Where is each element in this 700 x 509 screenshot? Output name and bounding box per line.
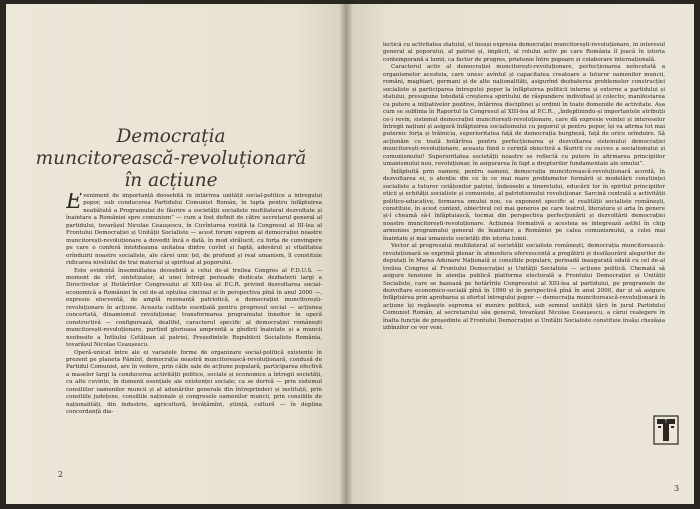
paragraph-text: veniment de importanță deosebită în întărirea unității social-politice a întregului popor, sub conducerea Partidului Comunist Român, în lupta pentru înfăptuirea neabătută a Programului de făurire a societății socialiste multilateral dezvoltate și înaintare a României spre comunism” — cum a fost definit de către secretarul general al partidului, tovarășul Nicolae Ceaușescu, în Cuvîntarea rostită la Congresul al III-lea al Frontului Democrației și Unității Socialiste — acest forum suprem al democrației noastre muncitorești-revoluționare a dovedit încă o dată, în mod strălucit, cu forța de convingere pe care o conferă întotdeauna unitatea dintre cuvînt și faptă, adevărul și vitalitatea orînduirii noastre socialiste, ale cărei unic țel, de profund și real umanism, îl constituie ridicarea nivelului de trai material și spiritual al poporului. [66,193,322,267]
paragraph: Operă-unicat între ale ei variatele forme de organizare social-politică existente în prezent pe planeta Pămînt, democrația noastră muncitorească-revoluționară, condusă de Partidul Comunist, are în vedere, prin căile sale de acțiune populară, participarea efectivă a maselor largi la conducerea activității politice, sociale și economice a întregii societăți, cu alte cuvinte, în domenii esențiale ale existenței sociale; ca se derivă — prin sistemul consiliilor oamenilor muncii și al adunărilor generale din întreprinderi și instituții, prin consiliile județene, consiliile naționale și congresele oamenilor muncii, prin consiliile de naționalități, din industrie, agricultură, învățămînt, știință, cultură — în deplina concordanță dia- [66,349,322,416]
right-text-column [383,42,665,450]
paragraph: lectică cu activitatea statului, el însuși expresia democrației muncitorești-revoluționare, în interesul general al poporului, al patriei și, implicit, al rolului activ pe care România îl joacă în istoria contemporană a lumii, ca factor de progres, prietenie între popoare și colaborare internațională. [383,42,665,63]
book-gutter [339,4,353,504]
left-page [6,4,346,504]
dropcap: E [66,193,83,214]
right-page [346,4,694,504]
page-number-left: 2 [58,470,64,479]
paragraph: Vector al progresului multilateral al societății socialiste românești, democrația muncitorească-revoluționară se exprimă plenar în atmosfera efervescentă a pregătirii și desfășurării alegerilor de deputați în Marea Adunare Națională și consiliile populare, perioadă inaugurată odată cu cel de-al treilea Congres al Frontului Democrației și Unității Socialiste — acțiune politică. Chemată să asigure tensiune în atenția publică platforma electorală a Frontului Democrației și Unității Socialiste, care se bazează pe hotărîrile Congresului al XIII-lea al partidului, pe programele de dezvoltare economico-socială pînă în 1990 și în perspectivă pînă în anul 2000, dar și să asigure înfăptuirea prin aprobarea și efortul întregului popor — democrația muncitorească-revoluționară în acțiune își regăsește suprema ei menire politică, sub semnul unității țării în jurul Partidului Comunist Român, al secretarului său general, tovarășul Nicolae Ceaușescu, a cărui realegere în înalta funcție de președinte al Frontului Democrației și Unității Socialiste constituie însăși chezășia izbînzilor ce vor veni. [383,243,665,332]
paragraph: Este evidentă însemnătatea deosebită a celui de-al treilea Congres al F.D.U.S. — moment de vîrf, sintetizator, al unei întregi perioade dedicate dezbaterii largi a Directivelor și Hotărîrilor Congresului al XIII-lea al P.C.R. privind dezvoltarea social-economică a României în cel de-al optulea cincinal și în perspectiva pînă în anul 2000 —, expresie elocventă, de amplă rezonanță patriotică, a democrației muncitorești-revoluționare în acțiune. Aceasta calitate esențială pentru progresul social — acțiunea concertată, dinamismul revoluționar, transformarea programului înnoitor în operă constructivă — configurează, dealtfel, caracterul specific al democrației românești muncitorești-revoluționare, purtînd glorioasa amprentă a gîndirii înaintate și a muncii neobosite a Întîiului Cetățean al patriei, Președintele Republicii Socialiste România, tovarășul Nicolae Ceaușescu. [66,267,322,349]
article-title [28,126,314,192]
teatrul-emblem-icon [653,415,679,445]
page-number-right: 3 [674,484,680,493]
title-line-1: Democrația [116,126,226,147]
emblem-letter: T [664,419,668,424]
title-line-2: muncitorească-revoluționară [35,148,307,169]
magazine-spread [6,4,694,504]
paragraph [66,193,322,268]
paragraph: Înfăptuită prin oameni, pentru oameni, democrația muncitorească-revoluționară acordă, în dezvoltarea ei, o atenție din ce în ce mai mare problemelor formării și modelării conștiinței socialiste a tuturor cetățenilor patriei, îndeosebi a tineretului, educării lor în spiritul principiilor eticii și echității socialiste și comuniste, al patriotismului revoluționar. Sarcină centrală a activității politico-educative, formarea omului nou, ca exponent specific al realității socialiste românești, constituie, în acest context, obiectivul cel mai generos pe care teatrul, literatura și arta în genere și-l cheamă să-l înfăptuiască, tocmai din perspectiva perfecționării și dezvoltării democrației noastre muncitorești-revoluționare. Acțiunea formativă a acesteia se integrează astfel în chip armonios programului general de înaintare a României pe calea comunismului, a celei mai înaintate și mai umaniste societăți din istoria lumii. [383,168,665,242]
paragraph: Caracterul activ al democrației muncitorești-revoluționare, perfecționarea neîncetată a organismelor acesteia, care unesc avîntul și capacitatea creatoare a tuturor oamenilor muncii, români, maghiari, germani și de alte naționalități, asigurînd dezbaterea problemelor construcției socialiste și participarea întregului popor la înfăptuirea politicii interne și externe a partidului și statului, presupune totodată creșterea spiritului de răspundere individual și colectiv, manifestarea cu putere a inițiativelor pozitive, întărirea disciplinei și ordinii în toate domeniile de activitate. Așa cum se sublinia în Raportul la Congresul al XIII-lea al P.C.R., „îndeplinindu-și importantele atribuții ce-i revin, sistemul democrației muncitorești-revoluționare, care dă expresie voinței și intereselor întregii națiuni și asigură înfăptuirea socialismului cu poporul și pentru popor, își va afirma tot mai puternic forța și trăinicia, superioritatea față de democrația burgheză, față de orice orînduire. Să acționăm cu toată hotărîrea pentru perfecționarea și dezvoltarea sistemului democrației muncitorești-revoluționare, aceasta fiind o cerință obiectivă a făuririi cu succes a socialismului și comunismului! Superioritatea societății noastre se reflectă cu putere în afirmarea principiilor umanismului nou, revoluționar, în asigurarea în fapt a drepturilor fundamentale ale omului”. [383,64,665,168]
title-line-3: în acțiune [124,170,218,191]
left-text-column [66,193,322,463]
